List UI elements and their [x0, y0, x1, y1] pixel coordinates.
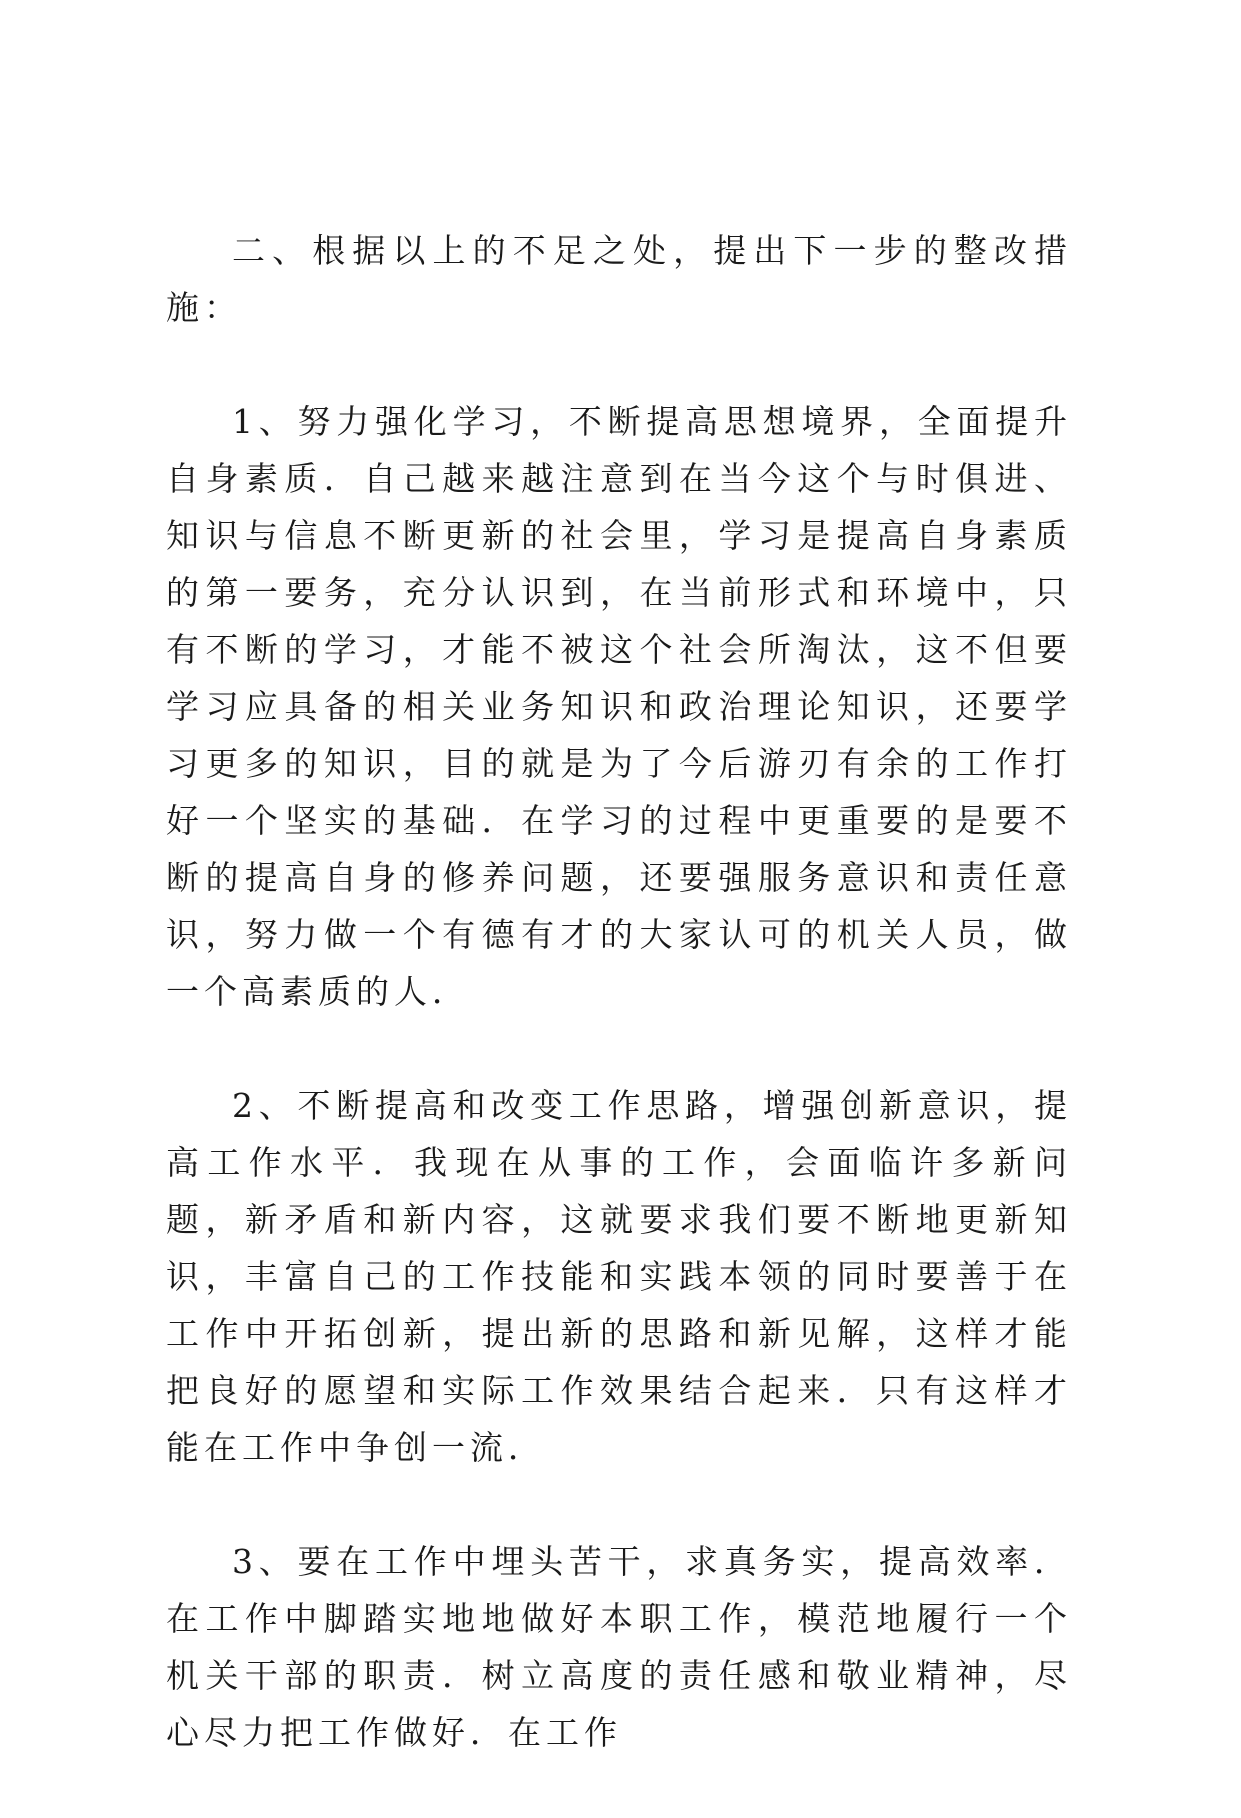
paragraph-item-2: 2、不断提高和改变工作思路，增强创新意识，提高工作水平．我现在从事的工作，会面临许多新问题，新矛盾和新内容，这就要求我们要不断地更新知识，丰富自己的工作技能和实践本领的同时要善于在工作中开拓创新，提出新的思路和新见解，这样才能把良好的愿望和实际工作效果结合起来．只有这样才能在工作中争创一流．	[166, 1086, 1072, 1467]
section-heading: 二、根据以上的不足之处，提出下一步的整改措施：	[166, 231, 1072, 327]
paragraph-item-3: 3、要在工作中埋头苦干，求真务实，提高效率．在工作中脚踏实地地做好本职工作，模范地履行一个机关干部的职责．树立高度的责任感和敬业精神，尽心尽力把工作做好．在工作	[166, 1542, 1072, 1752]
document-body	[166, 222, 1072, 1818]
paragraph-item-1: 1、努力强化学习，不断提高思想境界，全面提升自身素质．自己越来越注意到在当今这个与时俱进、知识与信息不断更新的社会里，学习是提高自身素质的第一要务，充分认识到，在当前形式和环境中，只有不断的学习，才能不被这个社会所淘汰，这不但要学习应具备的相关业务知识和政治理论知识，还要学习更多的知识，目的就是为了今后游刃有余的工作打好一个坚实的基础．在学习的过程中更重要的是要不断的提高自身的修养问题，还要强服务意识和责任意识，努力做一个有德有才的大家认可的机关人员，做一个高素质的人．	[166, 402, 1072, 1011]
